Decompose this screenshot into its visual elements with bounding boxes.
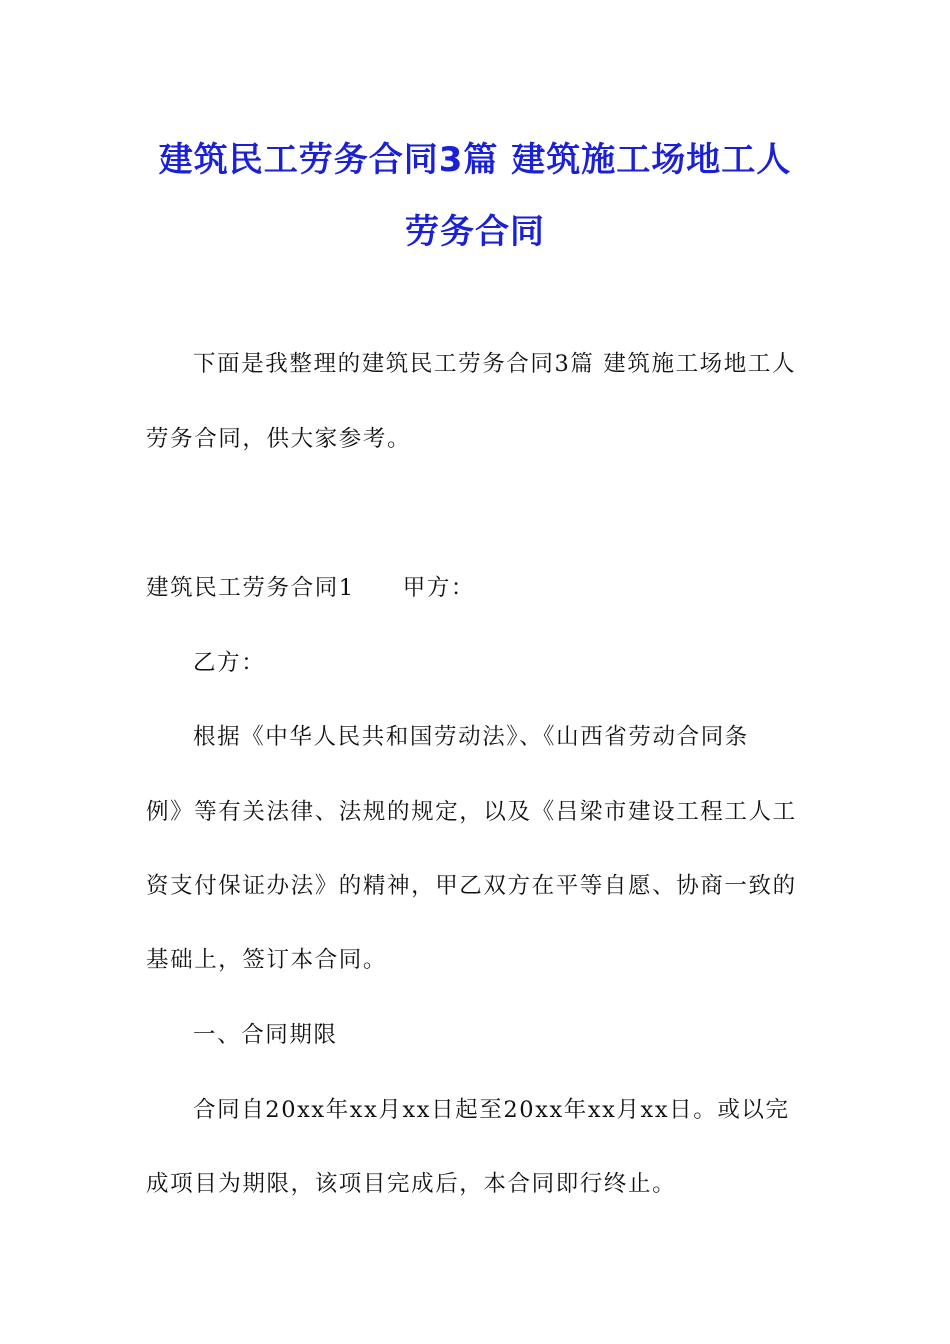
contract-heading: 建筑民工劳务合同1 [146,575,355,601]
intro-paragraph-line-2: 劳务合同，供大家参考。 [146,426,412,452]
term-paragraph-line-1: 合同自20xx年xx月xx日起至20xx年xx月xx日。或以完 [193,1097,790,1123]
basis-paragraph-line-1: 根据《中华人民共和国劳动法》、《山西省劳动合同条 [193,724,749,750]
document-title-line-1: 建筑民工劳务合同3篇 建筑施工场地工人 [158,140,792,180]
term-paragraph-line-2: 成项目为期限，该项目完成后，本合同即行终止。 [146,1171,677,1197]
section-1-heading: 一、合同期限 [193,1022,338,1048]
basis-paragraph-line-3: 资支付保证办法》的精神，甲乙双方在平等自愿、协商一致的 [146,873,797,899]
basis-paragraph-line-2: 例》等有关法律、法规的规定，以及《吕梁市建设工程工人工 [146,799,797,825]
party-b-label: 乙方： [193,650,266,676]
intro-paragraph-line-1: 下面是我整理的建筑民工劳务合同3篇 建筑施工场地工人 [193,351,797,377]
document-title-line-2: 劳务合同 [405,212,545,252]
contract-heading-row [146,570,816,602]
party-a-label: 甲方： [402,575,476,601]
basis-paragraph-line-4: 基础上，签订本合同。 [146,947,388,973]
